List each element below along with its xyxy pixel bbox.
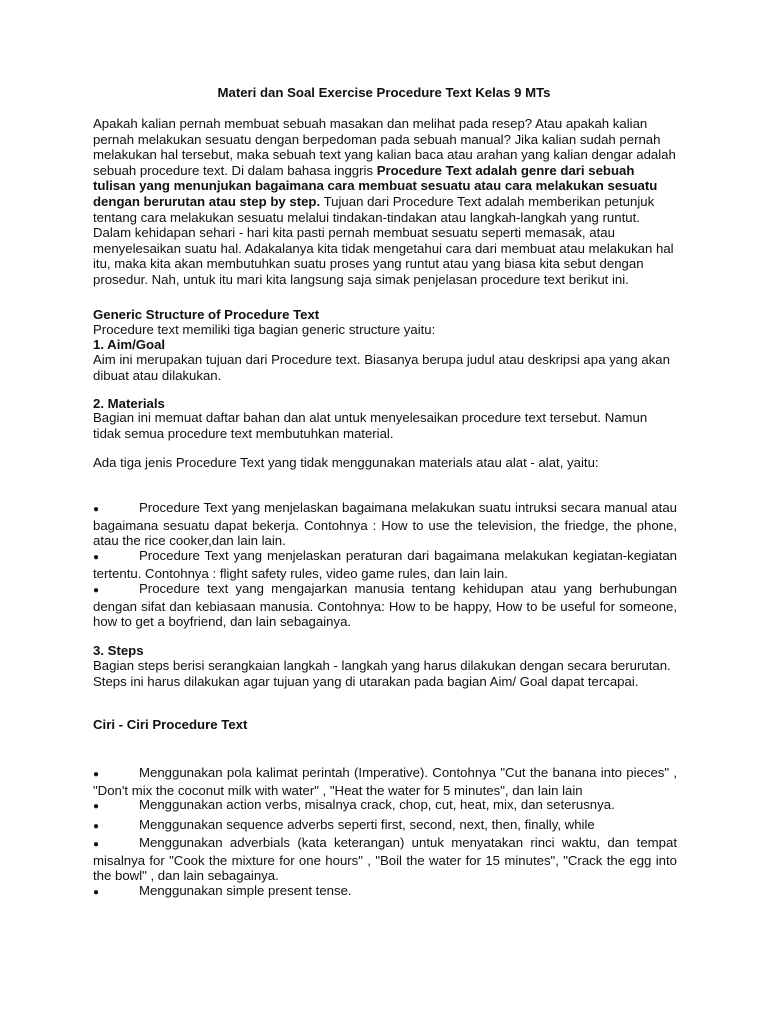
list-item-text: Menggunakan adverbials (kata keterangan) untuk menyatakan rinci waktu, dan tempat misalnya for "Cook the mixture for one hours" , "Boil the water for 15 minutes", "Crack the egg into the bowl" , dan lain sebagainya. [93,835,677,884]
list-item [93,581,677,630]
list-item [93,883,677,901]
list-item [93,765,677,798]
list-item-text: Procedure Text yang menjelaskan bagaimana melakukan suatu intruksi secara manual atau bagaimana sesuatu dapat bekerja. Contohnya : How to use the television, the friedge, the phone, atau the rice cooker,dan lain lain. [93,500,677,549]
list-item-text: Menggunakan simple present tense. [139,883,352,898]
list-item-text: Menggunakan pola kalimat perintah (Imperative). Contohnya "Cut the banana into pieces" , "Don't mix the coconut milk with water" , "Heat the water for 5 minutes", dan lain lain [93,765,677,798]
intro-definition-bold: Procedure Text adalah genre dari sebuah tulisan yang menunjukan bagaimana cara membuat sesuatu atau cara melakukan sesuatu dengan berurutan atau step by step. [93,162,658,209]
bullet-icon: ● [93,839,100,850]
list-item [93,548,677,581]
materials-heading: 2. Materials [93,396,165,411]
bullet-icon: ● [93,585,100,596]
bullet-icon: ● [93,552,100,563]
intro-paragraph [93,116,677,288]
bullet-icon: ● [93,769,100,780]
list-item [93,797,677,815]
generic-structure-heading: Generic Structure of Procedure Text [93,307,320,322]
ciri-heading: Ciri - Ciri Procedure Text [93,717,248,732]
list-item-text: Menggunakan sequence adverbs seperti first, second, next, then, finally, while [139,817,595,832]
list-item [93,817,677,835]
list-item-text: Procedure Text yang menjelaskan peraturan dari bagaimana melakukan kegiatan-kegiatan tertentu. Contohnya : flight safety rules, video game rules, dan lain lain. [93,548,677,581]
list-item-text: Menggunakan action verbs, misalnya crack, chop, cut, heat, mix, dan seterusnya. [139,797,615,812]
bullet-icon: ● [93,504,100,515]
materials-text: Bagian ini memuat daftar bahan dan alat untuk menyelesaikan procedure text tersebut. Namun tidak semua procedure text membutuhkan material. [93,410,648,441]
aim-text: Aim ini merupakan tujuan dari Procedure text. Biasanya berupa judul atau deskripsi apa yang akan dibuat atau dilakukan. [93,352,670,383]
bullet-icon: ● [93,887,100,898]
list-item-text: Procedure text yang mengajarkan manusia tentang kehidupan atau yang berhubungan dengan sifat dan kebiasaan manusia. Contohnya: How to be happy, How to be useful for someone, how to get a boyfriend, dan lain sebagainya. [93,581,677,630]
bullet-icon: ● [93,801,100,812]
materials-types-intro: Ada tiga jenis Procedure Text yang tidak menggunakan materials atau alat - alat, yaitu: [93,455,599,470]
list-item [93,835,677,884]
generic-structure-text: Procedure text memiliki tiga bagian generic structure yaitu: [93,322,436,337]
intro-text-1: Apakah kalian pernah membuat sebuah masakan dan melihat pada resep? Atau apakah kalian pernah melakukan sesuatu dengan berpedoman pada sebuah manual? Jika kalian sudah pernah melakukan hal tersebut, maka sebuah text yang kalian baca atau arahan yang kalian dengar adalah sebuah procedure text. Di dalam bahasa inggris [93,116,676,178]
list-item [93,500,677,549]
bullet-icon: ● [93,821,100,832]
intro-text-2: Tujuan dari Procedure Text adalah memberikan petunjuk tentang cara melakukan sesuatu melalui tindakan-tindakan atau langkah-langkah yang runtut. Dalam kehidapan sehari - hari kita pasti pernah membuat sesuatu seperti memasak, atau menyelesaikan suatu hal. Adakalanya kita tidak mengetahui cara dari membuat atau melakukan hal itu, maka kita akan membutuhkan suatu proses yang runtut atau yang biasa kita sebut dengan prosedur. Nah, untuk itu mari kita langsung saja simak penjelasan procedure text berikut ini. [93,193,674,287]
steps-heading: 3. Steps [93,643,144,658]
steps-text: Bagian steps berisi serangkaian langkah - langkah yang harus dilakukan dengan secara berurutan. Steps ini harus dilakukan agar tujuan yang di utarakan pada bagian Aim/ Goal dapat tercapai. [93,658,671,689]
document-title: Materi dan Soal Exercise Procedure Text Kelas 9 MTs [217,85,551,100]
aim-heading: 1. Aim/Goal [93,337,166,352]
